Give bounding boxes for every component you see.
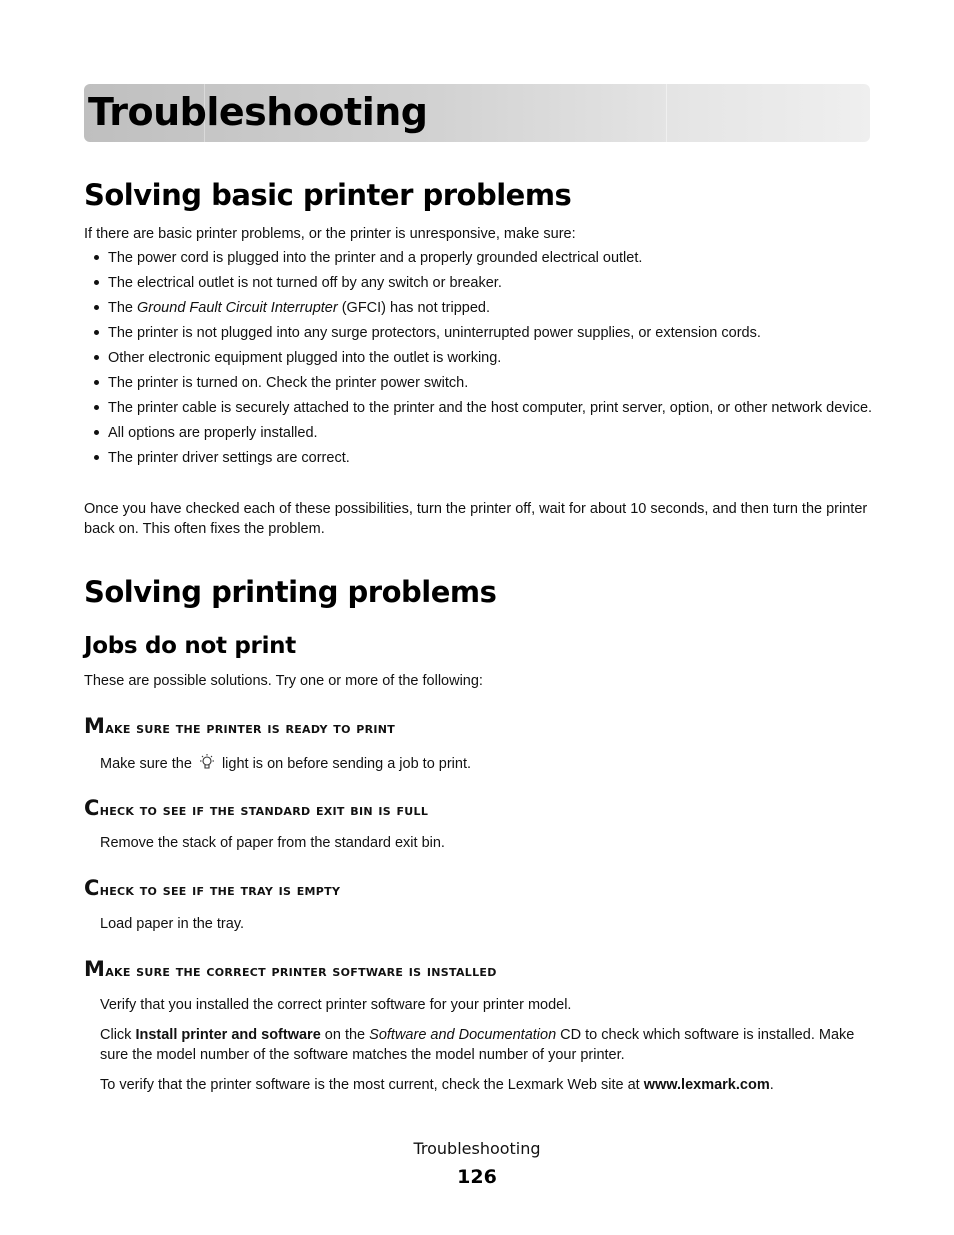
topic-heading-ready — [84, 715, 395, 739]
heading-initial: M — [84, 957, 106, 981]
list-item: The printer cable is securely attached to the printer and the host computer, print server, option, or other network device. — [84, 398, 874, 418]
text-bold: Install printer and software — [135, 1027, 321, 1043]
list-item-text: The — [108, 300, 138, 316]
exit-bin-text: Remove the stack of paper from the standard exit bin. — [100, 835, 445, 851]
list-item-text: (GFCI) has not tripped. — [337, 300, 490, 316]
tray-text: Load paper in the tray. — [100, 916, 245, 932]
heading-text: heck to see if the standard exit bin is full — [99, 801, 429, 819]
section-heading-basic: Solving basic printer problems — [84, 178, 572, 212]
list-item-emphasis: Ground Fault Circuit Interrupter — [137, 300, 338, 316]
basic-outro: Once you have checked each of these possibilities, turn the printer off, wait for about 10 seconds, and then turn the printer back on. This often fixes the problem. — [84, 501, 868, 537]
text-run: Click — [100, 1027, 136, 1043]
topic-heading-exit-bin — [84, 797, 428, 821]
jobs-intro: These are possible solutions. Try one or more of the following: — [84, 673, 483, 689]
list-item: The electrical outlet is not turned off by any switch or breaker. — [84, 273, 874, 293]
heading-initial: C — [84, 876, 100, 900]
heading-text: ake sure the printer is ready to print — [105, 719, 396, 737]
chapter-title: Troubleshooting — [88, 90, 428, 134]
software-text-1: Verify that you installed the correct printer software for your printer model. — [100, 997, 572, 1013]
page-number: 126 — [457, 1166, 497, 1188]
text-emphasis: Software and Documentation — [369, 1027, 557, 1043]
header-bar-divider — [666, 84, 667, 142]
heading-initial: M — [84, 714, 106, 738]
list-item: The printer is not plugged into any surge protectors, uninterrupted power supplies, or extension cords. — [84, 323, 874, 343]
text-run: CD to check which software is installed. Make sure the model number of the software matches the model number of your printer. — [100, 1027, 855, 1063]
heading-text: ake sure the correct printer software is installed — [105, 962, 497, 980]
ready-light-icon — [197, 753, 217, 771]
section-heading-printing: Solving printing problems — [84, 575, 497, 609]
text-run: . — [769, 1077, 774, 1093]
topic-heading-tray — [84, 877, 340, 901]
lexmark-url: www.lexmark.com — [643, 1077, 770, 1093]
text-run: To verify that the printer software is the most current, check the Lexmark Web site at — [100, 1077, 644, 1093]
basic-intro: If there are basic printer problems, or the printer is unresponsive, make sure: — [84, 226, 576, 242]
subsection-heading-jobs: Jobs do not print — [84, 633, 296, 659]
list-item: The power cord is plugged into the printer and a properly grounded electrical outlet. — [84, 248, 874, 268]
text-run: on the — [320, 1027, 370, 1043]
list-item: The printer is turned on. Check the printer power switch. — [84, 373, 874, 393]
ready-text — [100, 753, 870, 774]
topic-heading-software — [84, 958, 497, 982]
list-item: Other electronic equipment plugged into the outlet is working. — [84, 348, 874, 368]
ready-text-after: light is on before sending a job to print. — [217, 756, 472, 772]
list-item — [84, 298, 874, 318]
software-text-2 — [100, 1025, 870, 1065]
footer-section-label: Troubleshooting — [413, 1139, 541, 1158]
basic-checklist — [84, 248, 874, 473]
list-item: All options are properly installed. — [84, 423, 874, 443]
list-item: The printer driver settings are correct. — [84, 448, 874, 468]
ready-text-before: Make sure the — [100, 756, 196, 772]
software-text-3 — [100, 1075, 870, 1095]
heading-initial: C — [84, 796, 100, 820]
heading-text: heck to see if the tray is empty — [99, 881, 341, 899]
